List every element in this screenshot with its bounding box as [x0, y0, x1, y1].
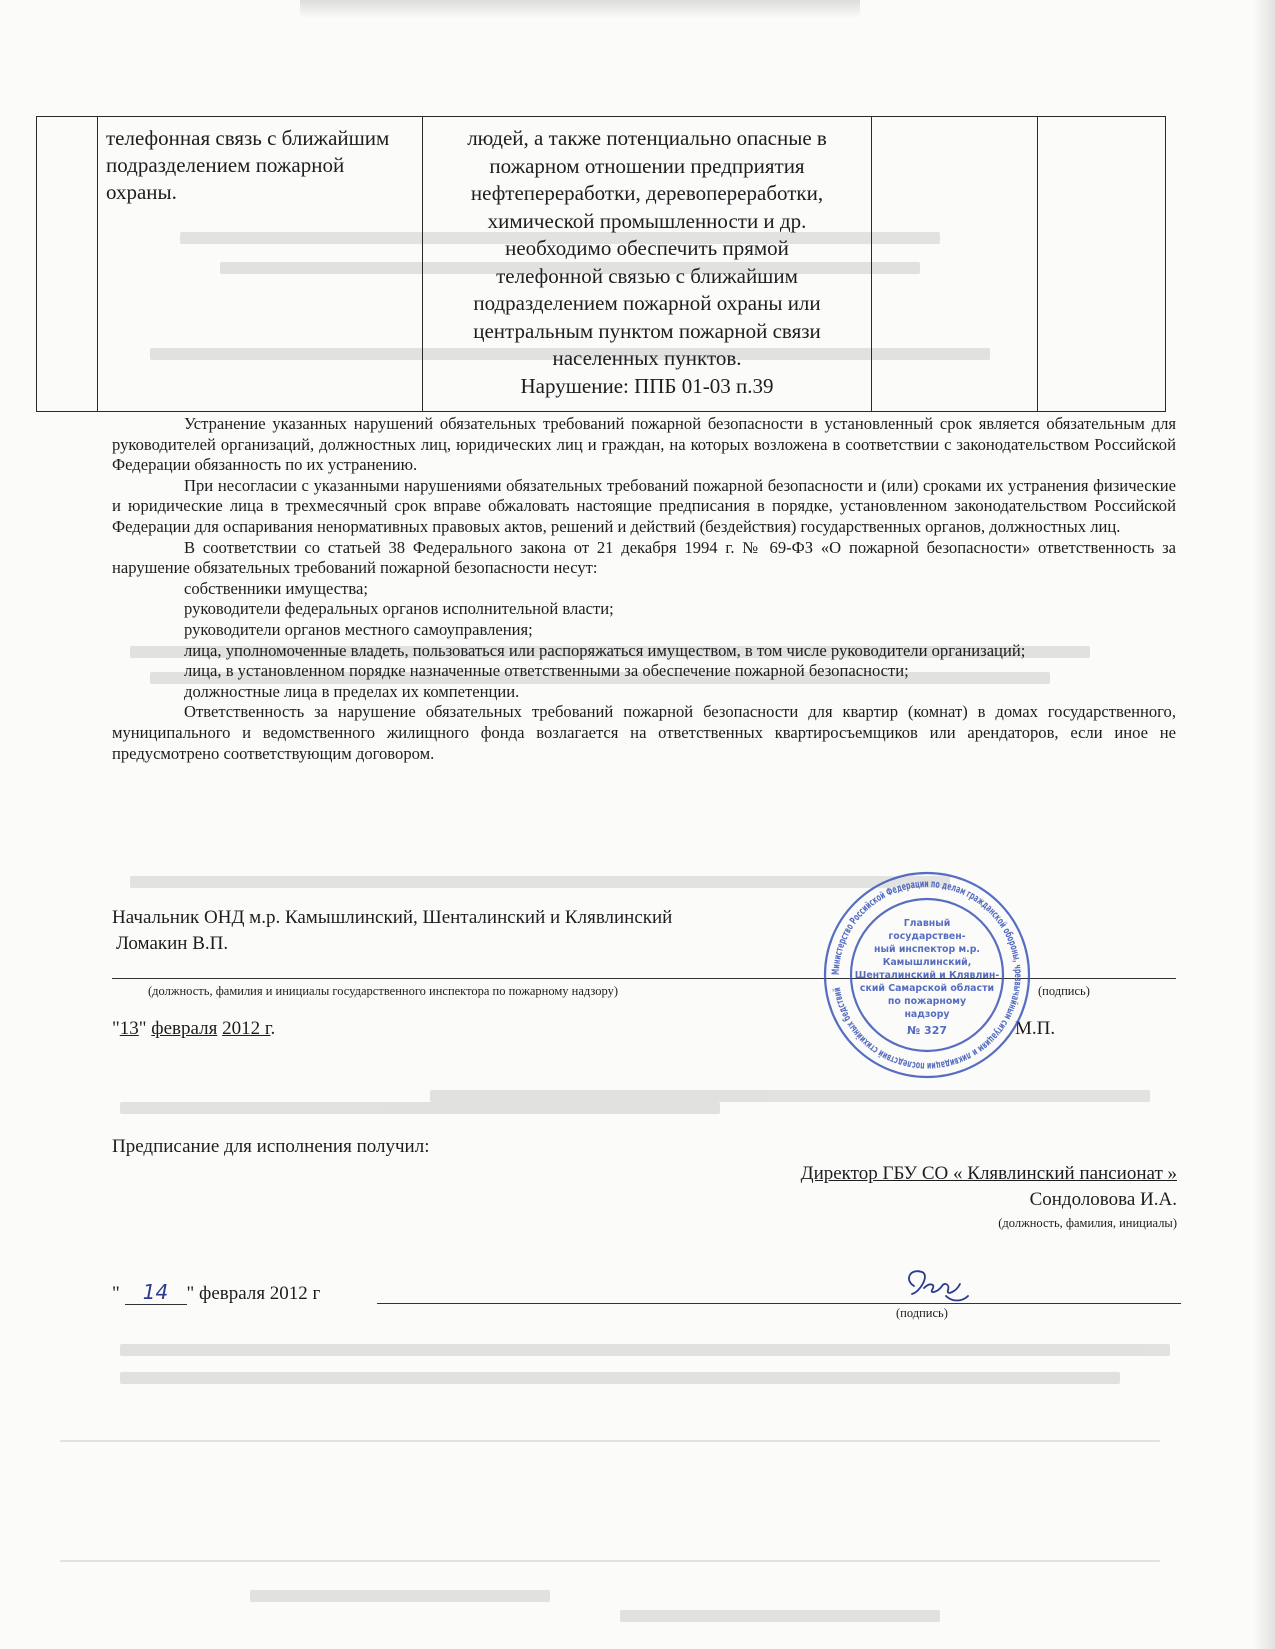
- description-text: [423, 117, 871, 400]
- svg-text:Министерство Российской Федера: Министерство Российской Федерации по делам гражданской обороны, чрезвычайным ситуациям и ликвидации последствий стихийных бедствий: [830, 878, 1024, 1072]
- deadline-cell: [872, 117, 1038, 412]
- recipient-name: Сондоловова И.А.: [1029, 1189, 1177, 1210]
- official-stamp: [822, 870, 1032, 1080]
- paragraph: Устранение указанных нарушений обязательных требований пожарной безопасности в установленный срок является обязательным для руководителей организаций, должностных лиц, юридических лиц и граждан, на которых возложена в соответствии с законодательством Российской Федерации обязанность по их устранению.: [112, 414, 1176, 475]
- seal-place-label: М.П.: [1015, 1018, 1056, 1039]
- list-item: руководители органов местного самоуправления;: [184, 619, 533, 639]
- issue-year: 2012 г: [222, 1018, 271, 1039]
- scan-top-bleed: [300, 0, 860, 18]
- handwritten-signature: [900, 1262, 970, 1308]
- receipt-label: Предписание для исполнения получил:: [112, 1136, 430, 1157]
- inspector-position: Начальник ОНД м.р. Камышлинский, Шенталинский и Клявлинский: [112, 907, 673, 928]
- requirement-cell: [98, 117, 423, 412]
- recipient-position: Директор ГБУ СО « Клявлинский пансионат »: [800, 1163, 1177, 1184]
- table-row: [37, 117, 1166, 412]
- row-number-cell: [37, 117, 98, 412]
- violation-reference: Нарушение: ППБ 01-03 п.39: [520, 373, 774, 398]
- paragraph: В соответствии со статьей 38 Федерального закона от 21 декабря 1994 г. № 69-ФЗ «О пожарной безопасности» ответственность за нарушение обязательных требований пожарной безопасности несут:: [112, 537, 1176, 578]
- description-line: необходимо обеспечить прямой: [505, 236, 789, 260]
- svg-text:государствен-: государствен-: [888, 931, 966, 942]
- paragraph: При несогласии с указанными нарушениями обязательных требований пожарной безопасности и (или) сроками их устранения физические и юридические лица в трехмесячный срок вправе обжаловать настоящие предписания в порядке, установленном законодательством Российской Федерации для оспаривания ненормативных правовых актов, решений и действий (бездействия) государственных органов, должностных лиц.: [112, 475, 1176, 536]
- violations-table: [36, 116, 1166, 412]
- inspector-caption: (должность, фамилия и инициалы государственного инспектора по пожарному надзору): [148, 984, 619, 998]
- recipient-caption: (должность, фамилия, инициалы): [998, 1216, 1177, 1230]
- issue-date: "13" февраля 2012 г.: [112, 1018, 276, 1039]
- paragraph: Ответственность за нарушение обязательных требований пожарной безопасности для квартир (комнат) в домах государственного, муниципального и ведомственного жилищного фонда возлагается на ответственных квартиросъемщиков или арендаторов, если иное не предусмотрено соответствующим договором.: [112, 702, 1176, 763]
- svg-text:Камышлинский,: Камышлинский,: [882, 957, 972, 968]
- note-cell: [1038, 117, 1166, 412]
- svg-text:Шенталинский и Клявлин-: Шенталинский и Клявлин-: [854, 970, 1000, 981]
- description-line: пожарном отношении предприятия: [489, 153, 805, 178]
- list-item: лица, уполномоченные владеть, пользоваться или распоряжаться имуществом, в том числе руководители организаций;: [184, 640, 1026, 660]
- svg-text:ный инспектор м.р.: ный инспектор м.р.: [874, 944, 980, 955]
- description-line: телефонной связью с ближайшим: [496, 263, 798, 288]
- legal-text: [112, 414, 1176, 764]
- issue-day: 13: [119, 1018, 139, 1039]
- issue-month: февраля: [151, 1018, 218, 1039]
- list-item: руководители федеральных органов исполнительной власти;: [184, 599, 614, 619]
- list-item: собственники имущества;: [184, 578, 368, 598]
- svg-text:ский Самарской области: ский Самарской области: [859, 983, 995, 994]
- svg-text:надзору: надзору: [904, 1009, 950, 1020]
- description-cell: [423, 117, 872, 412]
- receipt-date: " 14 " февраля 2012 г: [112, 1280, 321, 1304]
- receipt-day: 14: [125, 1280, 187, 1305]
- description-line: центральным пунктом пожарной связи: [473, 318, 821, 343]
- inspector-name: Ломакин В.П.: [116, 933, 229, 954]
- recipient-signature-line: [377, 1303, 1181, 1304]
- description-line: нефтепереработки, деревопереработки,: [470, 181, 824, 205]
- description-line: людей, а также потенциально опасные в: [467, 126, 827, 150]
- scan-edge-shadow: [1253, 0, 1275, 1649]
- inspector-signature-caption: (подпись): [1038, 984, 1090, 998]
- svg-text:№ 327: № 327: [906, 1024, 948, 1037]
- list-item: должностные лица в пределах их компетенции.: [184, 681, 520, 701]
- svg-text:Главный: Главный: [903, 918, 951, 929]
- recipient-signature-caption: (подпись): [896, 1306, 948, 1320]
- requirement-text: телефонная связь с ближайшим подразделением пожарной охраны.: [106, 126, 390, 204]
- description-line: населенных пунктов.: [552, 346, 742, 370]
- svg-text:по пожарному: по пожарному: [887, 996, 967, 1007]
- list-item: лица, в установленном порядке назначенные ответственными за обеспечение пожарной безопасности;: [184, 661, 909, 681]
- description-line: подразделением пожарной охраны или: [473, 291, 821, 315]
- description-line: химической промышленности и др.: [487, 208, 807, 233]
